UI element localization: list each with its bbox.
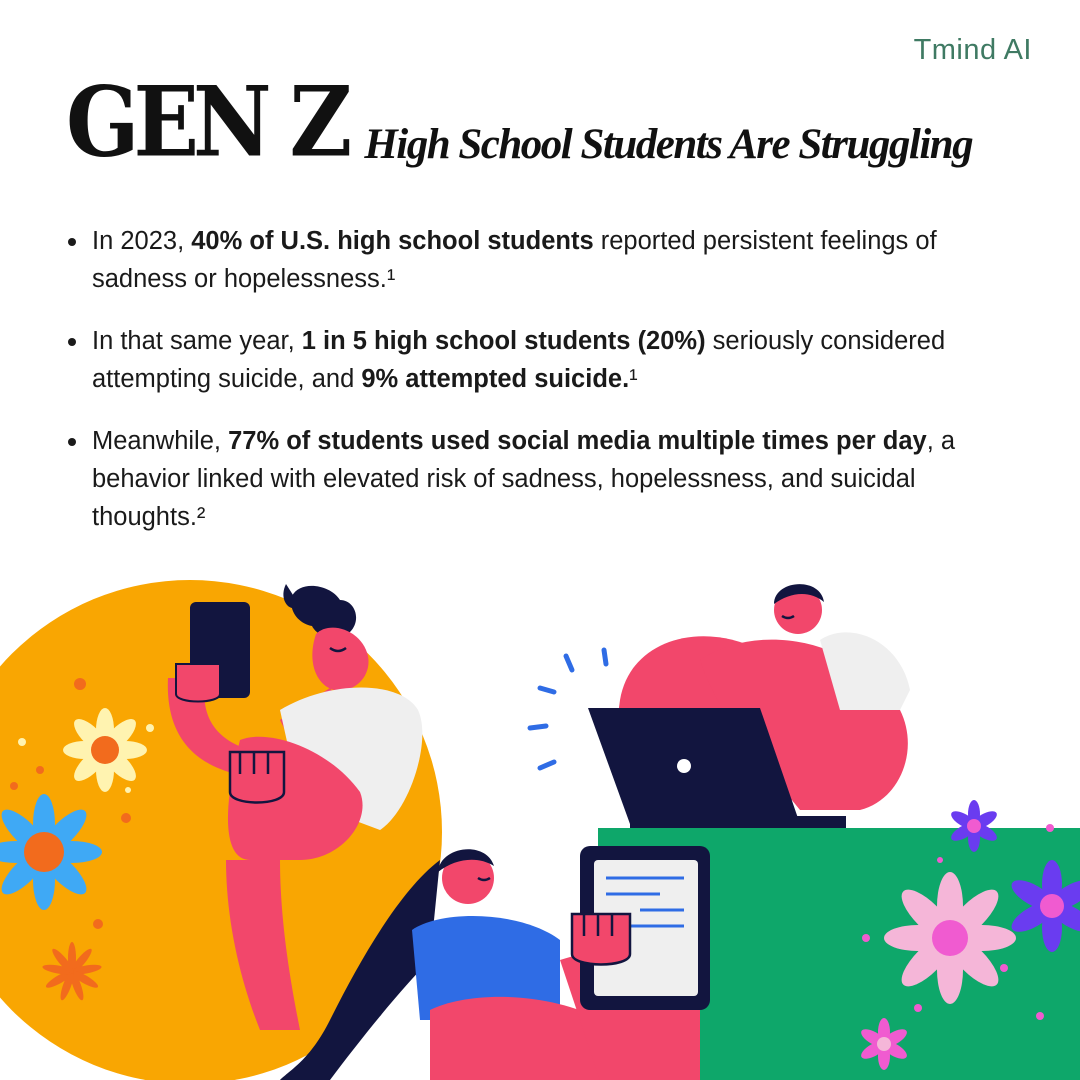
statistic-item: In that same year, 1 in 5 high school students (20%) seriously considered attempting suicide, and 9% attempted suicide.¹ [66, 322, 1006, 398]
flower-icon [63, 708, 147, 792]
statistic-item: Meanwhile, 77% of students used social media multiple times per day, a behavior linked with elevated risk of sadness, hopelessness, and suicidal thoughts.² [66, 422, 1006, 536]
title-main: GEN Z [66, 65, 347, 179]
students-illustration [0, 560, 1080, 1080]
title-subtitle: High School Students Are Struggling [364, 121, 973, 168]
statistic-item: In 2023, 40% of U.S. high school students reported persistent feelings of sadness or hopelessness.¹ [66, 222, 1006, 298]
student-with-laptop [588, 584, 910, 828]
flower-icon [884, 872, 1016, 1004]
statistics-list [66, 222, 1006, 560]
brand-logo-text: Tmind AI [913, 34, 1032, 66]
page-title [66, 65, 973, 179]
